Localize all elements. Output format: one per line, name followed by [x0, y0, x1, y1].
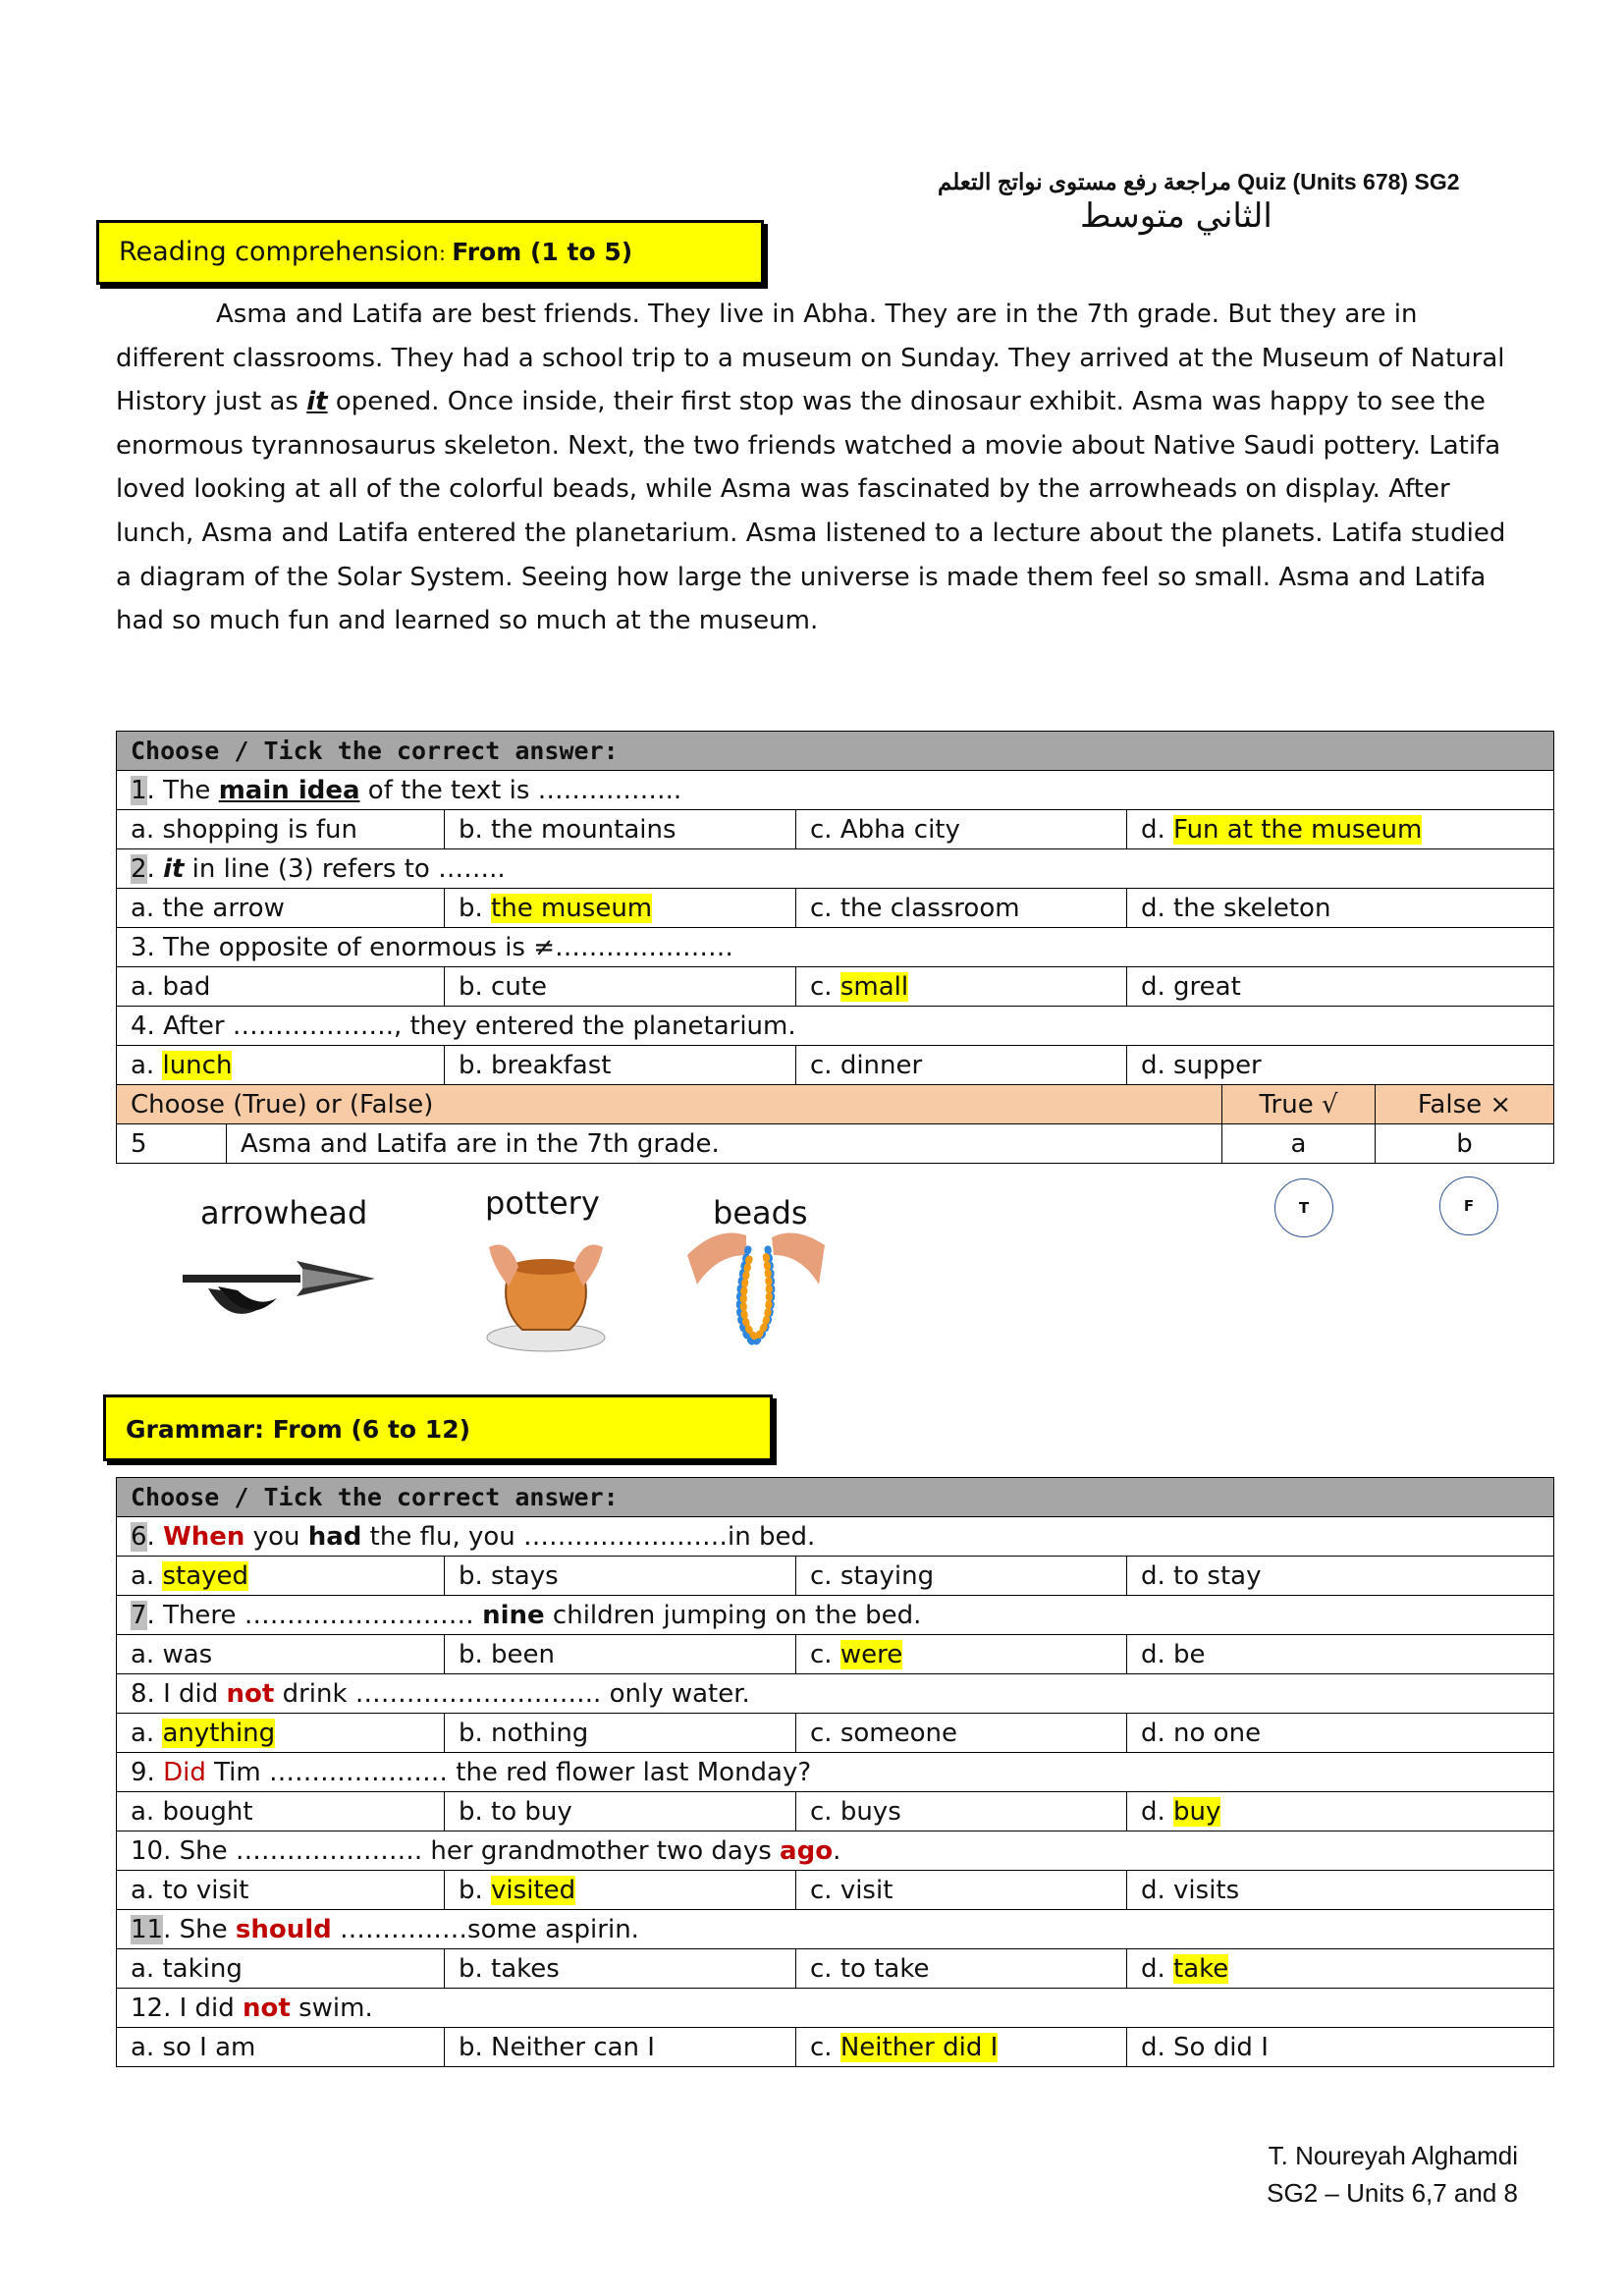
question-11: 11. She should ……………some aspirin. — [117, 1910, 1554, 1949]
q4-answer: lunch — [162, 1050, 233, 1080]
q3-option-a[interactable]: a. bad — [117, 967, 445, 1007]
q2-option-d[interactable]: d. the skeleton — [1127, 889, 1554, 928]
q6-answer: stayed — [162, 1560, 249, 1591]
true-circle[interactable]: T — [1274, 1178, 1333, 1237]
q6-option-a[interactable]: a. stayed — [117, 1557, 445, 1596]
table1-instruction: Choose / Tick the correct answer: — [117, 732, 1554, 771]
false-circle[interactable]: F — [1439, 1176, 1498, 1235]
q8-option-c[interactable]: c. someone — [796, 1714, 1127, 1753]
q1-option-a[interactable]: a. shopping is fun — [117, 810, 445, 849]
reading-range: From (1 to 5) — [452, 238, 633, 266]
q11-option-c[interactable]: c. to take — [796, 1949, 1127, 1989]
grammar-section-title: Grammar: From (6 to 12) — [103, 1394, 773, 1461]
q6-option-c[interactable]: c. staying — [796, 1557, 1127, 1596]
question-9: 9. Did Tim ………………… the red flower last Monday? — [117, 1753, 1554, 1792]
reading-section-title — [96, 220, 764, 285]
q7-option-b[interactable]: b. been — [445, 1635, 796, 1674]
q9-option-d[interactable]: d. buy — [1127, 1792, 1554, 1831]
question-1: 1. The main idea of the text is …………….. — [117, 771, 1554, 810]
tf-question-number: 5 — [117, 1124, 227, 1164]
reading-questions-table — [116, 731, 1554, 1164]
q2-option-c[interactable]: c. the classroom — [796, 889, 1127, 928]
q12-option-c[interactable]: c. Neither did I — [796, 2028, 1127, 2067]
q3-option-b[interactable]: b. cute — [445, 967, 796, 1007]
q10-answer: visited — [491, 1875, 576, 1905]
q2-option-b[interactable]: b. the museum — [445, 889, 796, 928]
true-column-header: True √ — [1222, 1085, 1376, 1124]
q7-option-d[interactable]: d. be — [1127, 1635, 1554, 1674]
q7-option-a[interactable]: a. was — [117, 1635, 445, 1674]
q4-option-c[interactable]: c. dinner — [796, 1046, 1127, 1085]
question-10: 10. She …………………. her grandmother two days ago. — [117, 1831, 1554, 1871]
q10-option-c[interactable]: c. visit — [796, 1871, 1127, 1910]
reading-passage — [116, 293, 1510, 643]
q4-option-b[interactable]: b. breakfast — [445, 1046, 796, 1085]
q12-answer: Neither did I — [839, 2032, 999, 2062]
q12-option-a[interactable]: a. so I am — [117, 2028, 445, 2067]
q3-option-d[interactable]: d. great — [1127, 967, 1554, 1007]
question-6: 6. When you had the flu, you ……………………in bed. — [117, 1517, 1554, 1557]
q8-option-b[interactable]: b. nothing — [445, 1714, 796, 1753]
q8-option-d[interactable]: d. no one — [1127, 1714, 1554, 1753]
q4-option-a[interactable]: a. lunch — [117, 1046, 445, 1085]
q11-answer: take — [1173, 1953, 1229, 1984]
q7-option-c[interactable]: c. were — [796, 1635, 1127, 1674]
q9-option-c[interactable]: c. buys — [796, 1792, 1127, 1831]
q2-option-a[interactable]: a. the arrow — [117, 889, 445, 928]
q9-option-a[interactable]: a. bought — [117, 1792, 445, 1831]
q10-option-b[interactable]: b. visited — [445, 1871, 796, 1910]
question-4: 4. After ………………., they entered the planetarium. — [117, 1007, 1554, 1046]
q4-option-d[interactable]: d. supper — [1127, 1046, 1554, 1085]
q2-answer: the museum — [491, 893, 653, 923]
arrowhead-image — [179, 1239, 381, 1330]
footer — [1267, 2137, 1518, 2212]
q1-answer: Fun at the museum — [1173, 814, 1423, 845]
passage-part-1: Asma and Latifa are best friends. They live in Abha. They are in the 7th grade. But they are in different classrooms. They had a school trip to a museum on Sunday. They arrived at the Museum of Natural History just as — [116, 300, 1505, 417]
passage-it-word: it — [306, 387, 328, 417]
tf-option-false[interactable]: b — [1376, 1124, 1554, 1164]
q10-option-d[interactable]: d. visits — [1127, 1871, 1554, 1910]
grammar-questions-table — [116, 1477, 1554, 2067]
q9-answer: buy — [1173, 1796, 1221, 1827]
q9-option-b[interactable]: b. to buy — [445, 1792, 796, 1831]
question-8: 8. I did not drink ……………………….. only water. — [117, 1674, 1554, 1714]
false-column-header: False × — [1376, 1085, 1554, 1124]
grade-label: الثاني متوسط — [1080, 196, 1272, 236]
pottery-label: pottery — [485, 1184, 600, 1222]
q8-answer: anything — [162, 1718, 276, 1748]
question-2: 2. it in line (3) refers to …….. — [117, 849, 1554, 889]
teacher-name: T. Noureyah Alghamdi — [1268, 2141, 1518, 2170]
beads-image — [677, 1216, 835, 1353]
q11-option-d[interactable]: d. take — [1127, 1949, 1554, 1989]
reading-title: Reading comprehension — [119, 237, 440, 267]
beads-label: beads — [713, 1194, 808, 1231]
q6-option-d[interactable]: d. to stay — [1127, 1557, 1554, 1596]
arrowhead-label: arrowhead — [200, 1194, 368, 1231]
q12-option-d[interactable]: d. So did I — [1127, 2028, 1554, 2067]
q11-option-a[interactable]: a. taking — [117, 1949, 445, 1989]
q12-option-b[interactable]: b. Neither can I — [445, 2028, 796, 2067]
true-false-instruction: Choose (True) or (False) — [117, 1085, 1222, 1124]
q6-option-b[interactable]: b. stays — [445, 1557, 796, 1596]
question-12: 12. I did not swim. — [117, 1989, 1554, 2028]
pottery-image — [479, 1228, 613, 1355]
table2-instruction: Choose / Tick the correct answer: — [117, 1478, 1554, 1517]
q1-option-c[interactable]: c. Abha city — [796, 810, 1127, 849]
passage-part-2: opened. Once inside, their first stop was the dinosaur exhibit. Asma was happy to see the enormous tyrannosaurus skeleton. Next, the two friends watched a movie about Native Saudi pottery. Latifa loved looking at all of the colorful beads, while Asma was fascinated by the arrowheads on display. After lunch, Asma and Latifa entered the planetarium. Asma listened to a lecture about the planets. Latifa studied a diagram of the Solar System. Seeing how large the universe is made them feel so small. Asma and Latifa had so much fun and learned so much at the museum. — [116, 387, 1506, 636]
q1-option-d[interactable]: d. Fun at the museum — [1127, 810, 1554, 849]
question-7: 7. There ……………………… nine children jumping on the bed. — [117, 1596, 1554, 1635]
units-label: SG2 – Units 6,7 and 8 — [1267, 2178, 1518, 2208]
tf-option-true[interactable]: a — [1222, 1124, 1376, 1164]
q8-option-a[interactable]: a. anything — [117, 1714, 445, 1753]
question-3: 3. The opposite of enormous is ≠………………… — [117, 928, 1554, 967]
tf-statement: Asma and Latifa are in the 7th grade. — [227, 1124, 1222, 1164]
q3-answer: small — [839, 971, 909, 1002]
reading-title-sep: : — [439, 242, 453, 265]
quiz-title: مراجعة رفع مستوى نواتج التعلم Quiz (Units 678) SG2 — [938, 169, 1460, 194]
q7-answer: were — [839, 1639, 903, 1669]
q1-option-b[interactable]: b. the mountains — [445, 810, 796, 849]
q3-option-c[interactable]: c. small — [796, 967, 1127, 1007]
q11-option-b[interactable]: b. takes — [445, 1949, 796, 1989]
q10-option-a[interactable]: a. to visit — [117, 1871, 445, 1910]
